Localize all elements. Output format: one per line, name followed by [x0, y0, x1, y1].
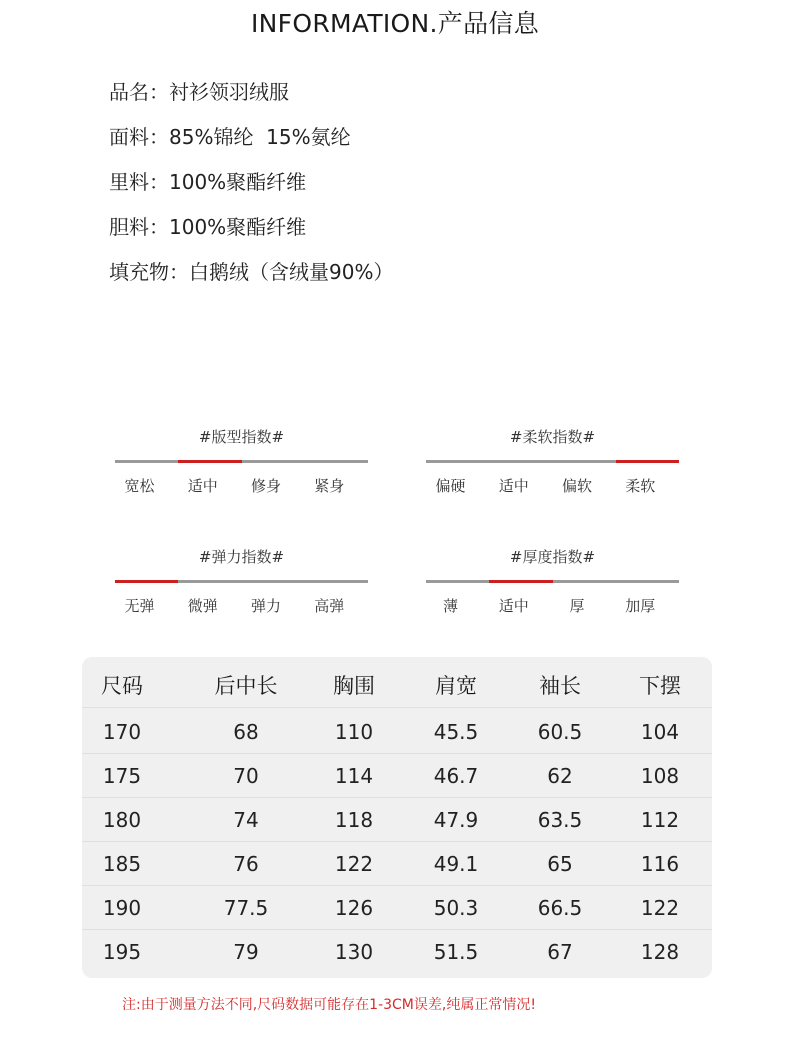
table-cell: 126: [334, 896, 374, 920]
fit-index-label: 宽松: [124, 477, 155, 495]
table-cell: 122: [334, 852, 374, 876]
fit-index-label: 紧身: [314, 477, 345, 495]
table-header-cell: 胸围: [333, 674, 375, 698]
page-title: INFORMATION.产品信息: [250, 9, 539, 38]
table-cell: 50.3: [433, 896, 479, 920]
softness-index-labels: [426, 475, 679, 497]
table-row: [82, 754, 712, 798]
elasticity-index-labels: [115, 595, 368, 617]
thickness-index-labels: [426, 595, 679, 617]
table-cell: 110: [334, 720, 374, 744]
table-cell: 180: [102, 808, 142, 832]
table-row: [82, 930, 712, 974]
softness-index-label: 柔软: [625, 477, 656, 495]
fit-index-selected-marker: [178, 460, 241, 463]
table-cell: 66.5: [537, 896, 583, 920]
elasticity-index-label: 弹力: [250, 597, 281, 615]
elasticity-index-label: 无弹: [124, 597, 155, 615]
softness-index-title: #柔软指数#: [509, 428, 596, 446]
table-cell: 185: [102, 852, 142, 876]
table-cell: 116: [640, 852, 680, 876]
table-cell: 128: [640, 940, 680, 964]
table-cell: 170: [102, 720, 142, 744]
table-cell: 45.5: [433, 720, 479, 744]
table-cell: 175: [102, 764, 142, 788]
table-cell: 46.7: [433, 764, 479, 788]
table-row: [82, 710, 712, 754]
table-header-cell: 肩宽: [435, 674, 477, 698]
info-filling: 填充物：白鹅绒（含绒量90%）: [109, 260, 394, 284]
table-header-cell: 尺码: [101, 674, 143, 698]
table-cell: 108: [640, 764, 680, 788]
thickness-index-label: 薄: [442, 597, 458, 615]
fit-index-labels: [115, 475, 368, 497]
table-cell: 62: [547, 764, 573, 788]
product-info: [109, 76, 393, 301]
thickness-index-selected-marker: [489, 580, 552, 583]
table-cell: 114: [334, 764, 374, 788]
fit-index-label: 适中: [187, 477, 218, 495]
elasticity-index-title: #弹力指数#: [198, 548, 285, 566]
elasticity-index-label: 微弹: [187, 597, 218, 615]
elasticity-index-selected-marker: [115, 580, 178, 583]
table-cell: 195: [102, 940, 142, 964]
table-header-cell: 下摆: [639, 674, 681, 698]
thickness-index-bar: [426, 580, 679, 583]
table-header-cell: 袖长: [539, 674, 581, 698]
table-header-row: [82, 664, 712, 708]
fit-index-label: 修身: [250, 477, 281, 495]
table-header-cell: 后中长: [214, 674, 278, 698]
table-cell: 76: [233, 852, 259, 876]
table-cell: 77.5: [223, 896, 269, 920]
softness-index-label: 偏软: [561, 477, 592, 495]
softness-index-label: 偏硬: [435, 477, 466, 495]
table-cell: 70: [233, 764, 259, 788]
table-cell: 122: [640, 896, 680, 920]
table-row: [82, 798, 712, 842]
table-cell: 112: [640, 808, 680, 832]
row-divider: [82, 707, 712, 708]
table-cell: 67: [547, 940, 573, 964]
info-fabric: 面料：85%锦纶 15%氨纶: [109, 125, 351, 149]
thickness-index-label: 适中: [498, 597, 529, 615]
table-cell: 47.9: [433, 808, 479, 832]
table-cell: 74: [233, 808, 259, 832]
table-row: [82, 842, 712, 886]
info-product-name: 品名：衬衫领羽绒服: [109, 80, 289, 104]
thickness-index-title: #厚度指数#: [509, 548, 596, 566]
table-cell: 49.1: [433, 852, 479, 876]
elasticity-index-label: 高弹: [314, 597, 345, 615]
table-cell: 63.5: [537, 808, 583, 832]
table-cell: 60.5: [537, 720, 583, 744]
size-table: [82, 657, 712, 978]
measurement-note: 注:由于测量方法不同,尺码数据可能存在1-3CM误差,纯属正常情况!: [122, 997, 536, 1013]
table-row: [82, 886, 712, 930]
thickness-index-label: 厚: [569, 597, 585, 615]
softness-index-selected-marker: [616, 460, 679, 463]
table-cell: 51.5: [433, 940, 479, 964]
info-inner-lining: 胆料：100%聚酯纤维: [109, 215, 307, 239]
table-cell: 104: [640, 720, 680, 744]
table-cell: 68: [233, 720, 259, 744]
info-lining: 里料：100%聚酯纤维: [109, 170, 307, 194]
fit-index-title: #版型指数#: [198, 428, 285, 446]
thickness-index-label: 加厚: [625, 597, 656, 615]
table-cell: 130: [334, 940, 374, 964]
table-cell: 65: [547, 852, 573, 876]
fit-index-bar: [115, 460, 368, 463]
table-cell: 79: [233, 940, 259, 964]
table-cell: 118: [334, 808, 374, 832]
softness-index-label: 适中: [498, 477, 529, 495]
table-cell: 190: [102, 896, 142, 920]
